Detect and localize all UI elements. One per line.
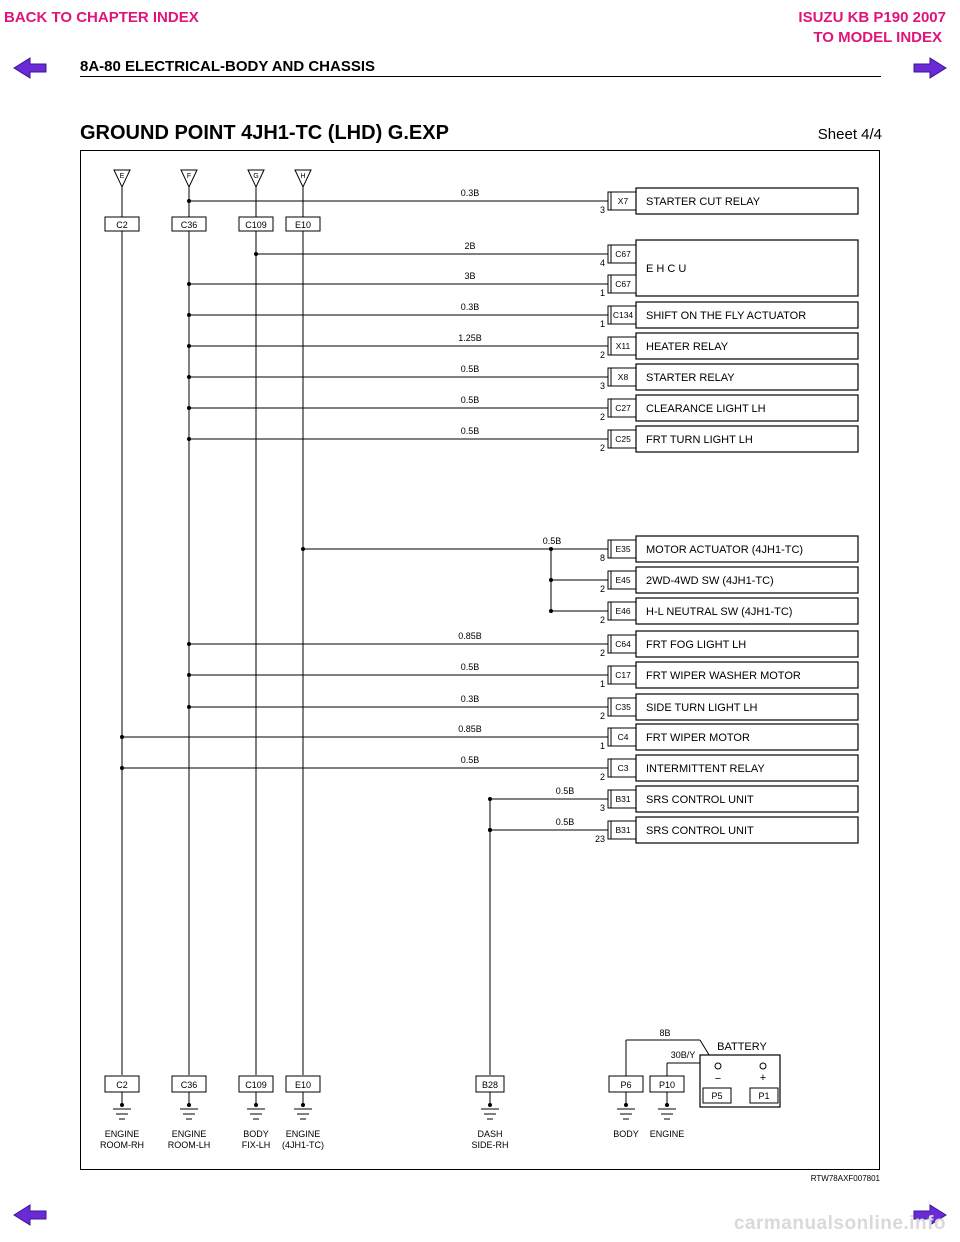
component-label: STARTER CUT RELAY [646,196,761,208]
wire-size-label: 0.85B [458,631,482,641]
connector-label: P1 [758,1091,770,1101]
ground-label: BODY [243,1129,269,1139]
connector-label: P6 [620,1080,632,1090]
connector-label: B31 [615,794,631,804]
battery-plus-label: + [759,1072,767,1084]
component-label: CLEARANCE LIGHT LH [646,403,766,415]
splice-dot [301,1103,305,1107]
splice-dot [488,1103,492,1107]
splice-dot [254,252,258,256]
connector-label: C64 [615,639,631,649]
connector-label: P10 [658,1080,676,1090]
connector-label: C2 [116,1080,128,1090]
pin-number: 1 [599,679,605,689]
pin-number: 8 [599,553,605,563]
pin-number: 2 [599,615,605,625]
connector-label: E10 [294,1080,312,1090]
component-label: MOTOR ACTUATOR (4JH1-TC) [646,544,804,556]
ground-label: ENGINE [649,1129,685,1139]
component-label: H-L NEUTRAL SW (4JH1-TC) [646,606,793,618]
ground-label: (4JH1-TC) [282,1140,324,1150]
splice-dot [665,1103,669,1107]
connector-label: B28 [481,1080,499,1090]
wire-size-label: 8B [659,1028,671,1038]
connector-label: B31 [615,825,631,835]
ground-label: ENGINE [285,1129,321,1139]
diagram-code: RTW78AXF007801 [810,1174,880,1183]
battery-title: BATTERY [717,1041,767,1053]
splice-dot [488,828,492,832]
component-label: FRT WIPER WASHER MOTOR [646,670,801,682]
marker-label: E [119,173,125,180]
connector-label: X11 [615,341,631,351]
connector-label: C3 [617,763,629,773]
splice-dot [301,547,305,551]
connector-label: C4 [617,732,629,742]
pin-number: 2 [599,350,605,360]
watermark: carmanualsonline.info [733,1213,946,1234]
ground-label: BODY [613,1129,639,1139]
splice-dot [187,705,191,709]
ground-label: SIDE-RH [471,1140,509,1150]
connector-label: C2 [116,220,128,230]
wire-size-label: 3B [464,271,476,281]
page-header: 8A-80 ELECTRICAL-BODY AND CHASSIS [80,58,376,75]
splice-dot [120,766,124,770]
connector-label: X8 [617,372,629,382]
marker-label: F [186,173,192,180]
component-label: FRT TURN LIGHT LH [646,434,753,446]
pin-number: 2 [599,443,605,453]
splice-dot [187,199,191,203]
component-label: HEATER RELAY [646,341,729,353]
pin-number: 2 [599,772,605,782]
ground-label: FIX-LH [241,1140,271,1150]
marker-label: H [300,173,306,180]
wire-size-label: 2B [464,241,476,251]
connector-label: C134 [612,310,634,320]
wire-size-label: 0.3B [460,302,480,312]
component-label: SRS CONTROL UNIT [646,794,754,806]
ground-label: ROOM-RH [100,1140,144,1150]
component-label: FRT FOG LIGHT LH [646,639,747,651]
splice-dot [624,1103,628,1107]
pin-number: 3 [599,803,605,813]
pin-number: 3 [599,205,605,215]
pin-number: 3 [599,381,605,391]
component-label: 2WD-4WD SW (4JH1-TC) [646,575,774,587]
splice-dot [187,673,191,677]
battery-terminal-icon [760,1063,766,1069]
component-label: INTERMITTENT RELAY [646,763,765,775]
connector-label: E46 [615,606,631,616]
wire-size-label: 0.5B [555,817,575,827]
pin-number: 4 [599,258,605,268]
connector-label: C67 [615,249,631,259]
pin-number: 2 [599,648,605,658]
wire-size-label: 0.5B [460,426,480,436]
component-label: STARTER RELAY [646,372,735,384]
wire-size-label: 0.5B [460,662,480,672]
wire-size-label: 1.25B [458,333,482,343]
battery-terminal-icon [715,1063,721,1069]
wire-size-label: 0.3B [460,188,480,198]
component-label: FRT WIPER MOTOR [646,732,750,744]
diagram-title: GROUND POINT 4JH1-TC (LHD) G.EXP [80,122,449,144]
splice-dot [120,735,124,739]
wire-size-label: 0.5B [460,364,480,374]
wire-size-label: 0.5B [542,536,562,546]
splice-dot [187,313,191,317]
splice-dot [187,406,191,410]
connector-label: C109 [245,1080,267,1090]
component-label: SIDE TURN LIGHT LH [646,702,758,714]
model-title-link[interactable]: ISUZU KB P190 2007 [798,9,946,26]
splice-dot [187,344,191,348]
connector-label: E10 [294,220,312,230]
connector-label: C67 [615,279,631,289]
connector-label: C27 [615,403,631,413]
wire-size-label: 30B/Y [670,1050,696,1060]
connector-label: C35 [615,702,631,712]
connector-label: C17 [615,670,631,680]
ground-label: ROOM-LH [167,1140,211,1150]
ground-label: ENGINE [104,1129,140,1139]
splice-dot [254,1103,258,1107]
back-to-chapter-index-link[interactable]: BACK TO CHAPTER INDEX [4,9,199,26]
connector-label: E45 [615,575,631,585]
pin-number: 23 [594,834,605,844]
battery-minus-label: − [714,1073,722,1085]
wire-size-label: 0.5B [460,395,480,405]
splice-dot [187,282,191,286]
wire-size-label: 0.5B [555,786,575,796]
splice-dot [187,375,191,379]
to-model-index-link[interactable]: TO MODEL INDEX [813,29,942,46]
splice-dot [187,437,191,441]
connector-label: C109 [245,220,267,230]
component-label: SHIFT ON THE FLY ACTUATOR [646,310,807,322]
ground-label: DASH [477,1129,503,1139]
connector-label: C25 [615,434,631,444]
pin-number: 1 [599,288,605,298]
connector-label: C36 [180,220,198,230]
connector-label: P5 [711,1091,723,1101]
connector-label: E35 [615,544,631,554]
pin-number: 2 [599,584,605,594]
pin-number: 2 [599,711,605,721]
wire-size-label: 0.3B [460,694,480,704]
splice-dot [120,1103,124,1107]
pin-number: 1 [599,319,605,329]
component-label: SRS CONTROL UNIT [646,825,754,837]
sheet-label: Sheet 4/4 [817,126,882,143]
pin-number: 2 [599,412,605,422]
pin-number: 1 [599,741,605,751]
connector-label: X7 [617,196,629,206]
wire-size-label: 0.85B [458,724,482,734]
splice-dot [187,1103,191,1107]
wire-size-label: 0.5B [460,755,480,765]
ground-label: ENGINE [171,1129,207,1139]
connector-label: C36 [180,1080,198,1090]
marker-label: G [253,173,259,180]
splice-dot [187,642,191,646]
component-label: E H C U [646,263,687,275]
